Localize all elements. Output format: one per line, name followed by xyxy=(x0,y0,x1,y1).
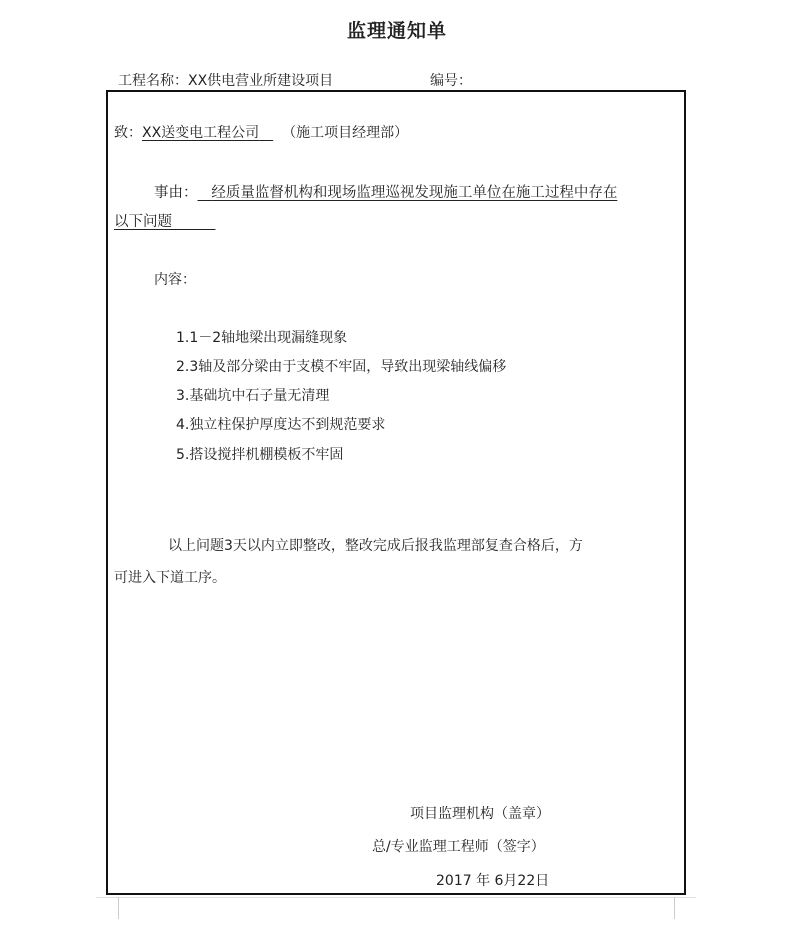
page-margin-marker-left xyxy=(118,897,119,919)
page-bottom-edge xyxy=(96,897,696,898)
recipient-line xyxy=(114,122,408,142)
reason-text-2-pad xyxy=(172,214,216,230)
list-item: 4.独立柱保护厚度达不到规范要求 xyxy=(176,417,386,433)
recipient-dept: （施工项目经理部） xyxy=(282,125,409,141)
list-item: 3.基础坑中石子量无清理 xyxy=(176,388,330,404)
reason-text-1: 经质量监督机构和现场监理巡视发现施工单位在施工过程中存在 xyxy=(211,185,618,201)
reason-text-2: 以下问题 xyxy=(114,214,172,230)
recipient-underline-pad xyxy=(259,125,273,141)
project-label: 工程名称： xyxy=(118,73,188,89)
supervision-org-seal: 项目监理机构（盖章） xyxy=(410,806,550,822)
document-title: 监理通知单 xyxy=(346,20,447,42)
document-number-label: 编号： xyxy=(430,73,472,89)
frame-corner-mark xyxy=(684,90,686,104)
recipient-company: XX送变电工程公司 xyxy=(142,125,260,141)
reason-line-2 xyxy=(114,210,216,231)
signature-date: 2017 年 6月22日 xyxy=(436,873,550,889)
project-name-row xyxy=(118,70,333,90)
conclusion-line-1: 以上问题3天以内立即整改，整改完成后报我监理部复查合格后，方 xyxy=(168,538,583,554)
engineer-signature: 总/专业监理工程师（签字） xyxy=(372,839,545,855)
reason-label: 事由： xyxy=(154,185,198,201)
reason-line-1 xyxy=(154,181,617,202)
reason-text-1-pad xyxy=(198,185,212,201)
list-item: 2.3轴及部分梁由于支模不牢固，导致出现梁轴线偏移 xyxy=(176,359,507,375)
conclusion-line-2: 可进入下道工序。 xyxy=(114,570,226,586)
content-label: 内容： xyxy=(154,272,196,288)
page-margin-marker-right xyxy=(674,897,675,919)
project-name: XX供电营业所建设项目 xyxy=(188,73,334,89)
list-item: 5.搭设搅拌机棚模板不牢固 xyxy=(176,447,344,463)
list-item: 1.1－2轴地梁出现漏缝现象 xyxy=(176,330,348,346)
recipient-prefix: 致： xyxy=(114,125,142,141)
